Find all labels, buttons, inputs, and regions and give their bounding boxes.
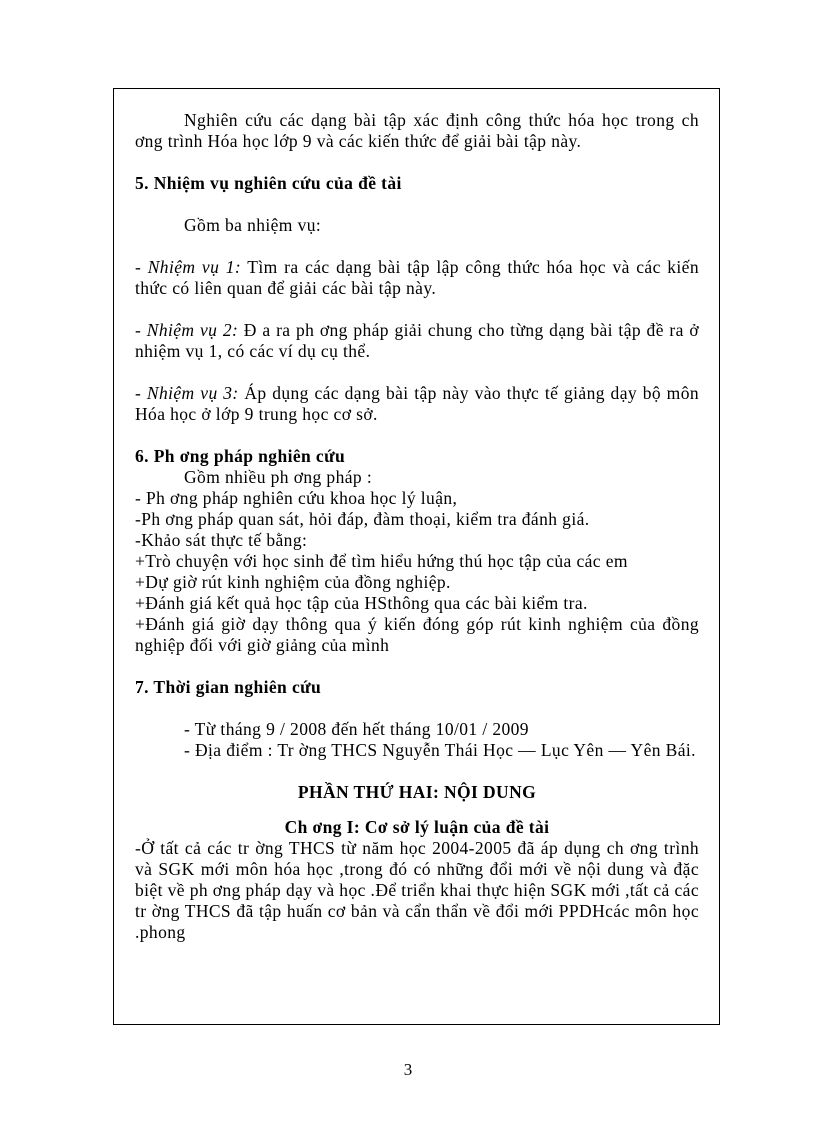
research-place: - Địa điểm : Tr ờng THCS Nguyễn Thái Học — Lục Yên — Yên Bái. — [184, 740, 696, 760]
method-line: +Đánh giá giờ dạy thông qua ý kiến đóng góp rút kinh nghiệm của đồng nghiệp đối với giờ giảng của mình — [135, 614, 699, 655]
method-line: +Đánh giá kết quả học tập của HSthông qua các bài kiểm tra. — [135, 593, 588, 613]
method-line: -Khảo sát thực tế bằng: — [135, 530, 308, 550]
method-line: +Dự giờ rút kinh nghiệm của đồng nghiệp. — [135, 572, 451, 592]
page-number: 3 — [403, 1060, 413, 1079]
task-item: - Nhiệm vụ 2: Đ a ra ph ơng pháp giải chung cho từng dạng bài tập đề ra ở nhiệm vụ 1, có các ví dụ cụ thể. — [135, 320, 699, 361]
part-two-title: PHẦN THỨ HAI: NỘI DUNG — [297, 782, 537, 802]
research-time: - Từ tháng 9 / 2008 đến hết tháng 10/01 / 2009 — [184, 719, 529, 739]
task-item: - Nhiệm vụ 3: Áp dụng các dạng bài tập này vào thực tế giảng dạy bộ môn Hóa học ở lớp 9 trung học cơ sở. — [135, 383, 699, 424]
section-5-intro: Gồm ba nhiệm vụ: — [184, 215, 322, 235]
task-label: Nhiệm vụ 2: — [146, 320, 239, 340]
method-line: +Trò chuyện với học sinh để tìm hiểu hứng thú học tập của các em — [135, 551, 628, 571]
task-item: - Nhiệm vụ 1: Tìm ra các dạng bài tập lập công thức hóa học và các kiến thức có liên quan để giải các bài tập này. — [135, 257, 699, 298]
chapter-1-title: Ch ơng I: Cơ sở lý luận của đề tài — [284, 817, 550, 837]
method-line: -Ph ơng pháp quan sát, hỏi đáp, đàm thoại, kiểm tra đánh giá. — [135, 509, 590, 529]
section-7-heading: 7. Thời gian nghiên cứu — [135, 677, 322, 697]
objective-paragraph: Nghiên cứu các dạng bài tập xác định công thức hóa học trong ch ơng trình Hóa học lớp 9 và các kiến thức để giải bài tập này. — [135, 110, 699, 151]
section-5-heading: 5. Nhiệm vụ nghiên cứu của đề tài — [135, 173, 402, 193]
document-body — [135, 110, 699, 943]
section-6-heading: 6. Ph ơng pháp nghiên cứu — [135, 446, 346, 466]
method-line: - Ph ơng pháp nghiên cứu khoa học lý luận, — [135, 488, 458, 508]
task-label: Nhiệm vụ 1: — [147, 257, 242, 277]
chapter-1-paragraph: -Ở tất cả các tr ờng THCS từ năm học 2004-2005 đã áp dụng ch ơng trình và SGK mới môn hóa học ,trong đó có những đổi mới về nội dung và đặc biệt về ph ơng pháp dạy và học .Để triển khai thực hiện SGK mới ,tất cả các tr ờng THCS đã tập huấn cơ bản và cẩn thẩn về đổi mới PPDHcác môn học .phong — [135, 838, 699, 942]
task-label: Nhiệm vụ 3: — [146, 383, 239, 403]
section-6-intro: Gồm nhiều ph ơng pháp : — [184, 467, 373, 487]
